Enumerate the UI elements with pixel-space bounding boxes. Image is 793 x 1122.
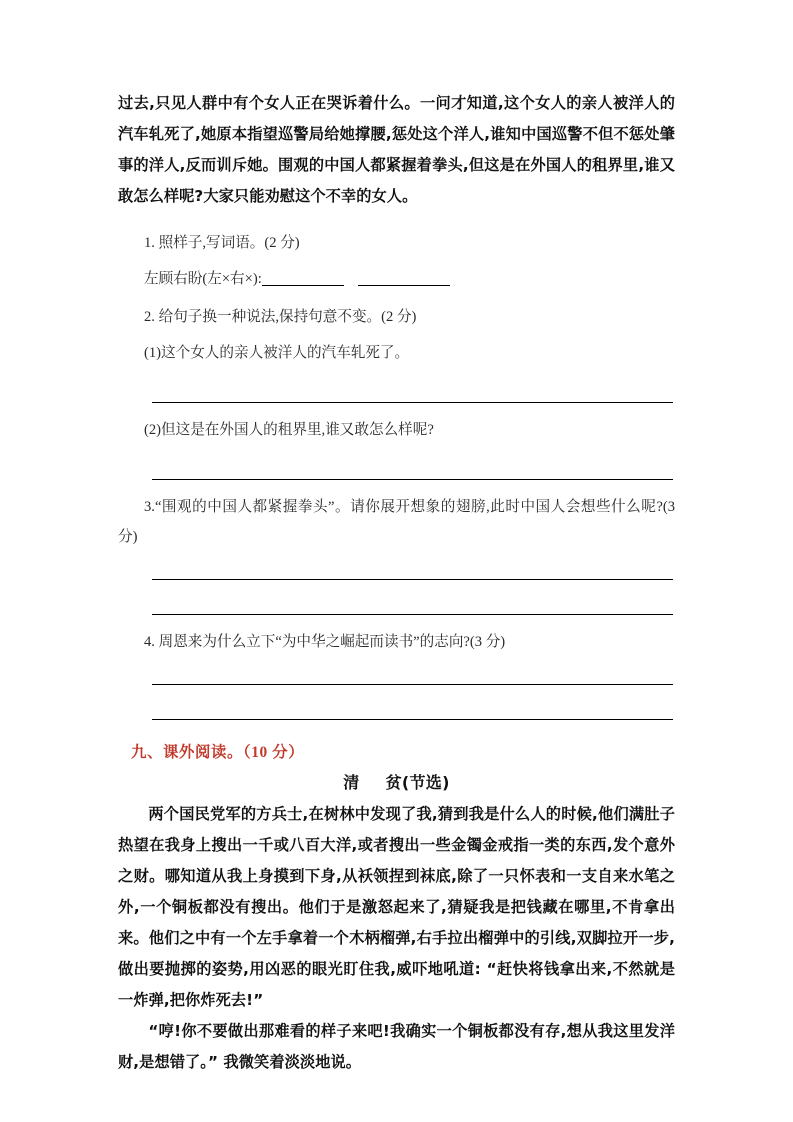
spacer	[118, 368, 675, 402]
question-2-sub-1: (1)这个女人的亲人被洋人的汽车轧死了。	[144, 345, 410, 361]
section-heading-nine: 九、课外阅读。（10 分）	[131, 744, 305, 761]
spacer	[118, 294, 675, 302]
question-1-text: 1. 照样子,写词语。(2 分)	[144, 235, 300, 251]
article-title-left: 清	[343, 773, 360, 792]
spacer	[118, 720, 675, 740]
question-2-sub-2: (2)但这是在外国人的租界里,谁又敢怎么样呢?	[144, 422, 434, 438]
spacer	[118, 657, 675, 684]
question-1-blank-2[interactable]	[358, 270, 450, 286]
question-1-blank-1[interactable]	[262, 270, 344, 286]
question-4-text: 4. 周恩来为什么立下“为中华之崛起而读书”的志向?(3 分)	[144, 634, 506, 650]
spacer	[118, 615, 675, 627]
question-2-text: 2. 给句子换一种说法,保持句意不变。(2 分)	[144, 309, 417, 325]
question-1-example-row	[118, 264, 675, 294]
article-title-right: 贫(节选)	[385, 773, 450, 792]
question-1-example-label: 左顾右盼(左×右×):	[144, 271, 262, 287]
spacer	[118, 212, 675, 228]
question-3-text: 3.“围观的中国人都紧握拳头”。请你展开想象的翅膀,此时中国人会想些什么呢?(3 分)	[118, 499, 675, 545]
spacer	[118, 552, 675, 579]
article-title	[118, 770, 675, 793]
spacer	[118, 480, 675, 492]
article-paragraph-2: “哼!你不要做出那难看的样子来吧!我确实一个铜板都没有存,想从我这里发洋财,是想错了。” 我微笑着淡淡地说。	[118, 1022, 675, 1071]
spacer	[118, 403, 675, 415]
passage-top-paragraph: 过去,只见人群中有个女人正在哭诉着什么。一问才知道,这个女人的亲人被洋人的汽车轧死了,她原本指望巡警局给她撑腰,惩处这个洋人,谁知中国巡警不但不惩处肇事的洋人,反而训斥她。围观的中国人都紧握着拳头,但这是在外国人的租界里,谁又敢怎么样呢?大家只能劝慰这个不幸的女人。	[118, 94, 675, 205]
page-content	[118, 88, 675, 1078]
spacer	[118, 445, 675, 479]
spacer	[118, 685, 675, 719]
spacer	[118, 762, 675, 770]
article-paragraph-1: 两个国民党军的方兵士,在树林中发现了我,猜到我是什么人的时候,他们满肚子热望在我身上搜出一千或八百大洋,或者搜出一些金镯金戒指一类的东西,发个意外之财。哪知道从我上身摸到下身,从袄领捏到袜底,除了一只怀表和一支自来水笔之外,一个铜板都没有搜出。他们于是激怒起来了,猜疑我是把钱藏在哪里,不肯拿出来。他们之中有一个左手拿着一个木柄榴弹,右手拉出榴弹中的引线,双脚拉开一步,做出要抛掷的姿势,用凶恶的眼光盯住我,威吓地吼道: “赶快将钱拿出来,不然就是一炸弹,把你炸死去!”	[118, 805, 675, 1009]
spacer	[118, 580, 675, 614]
